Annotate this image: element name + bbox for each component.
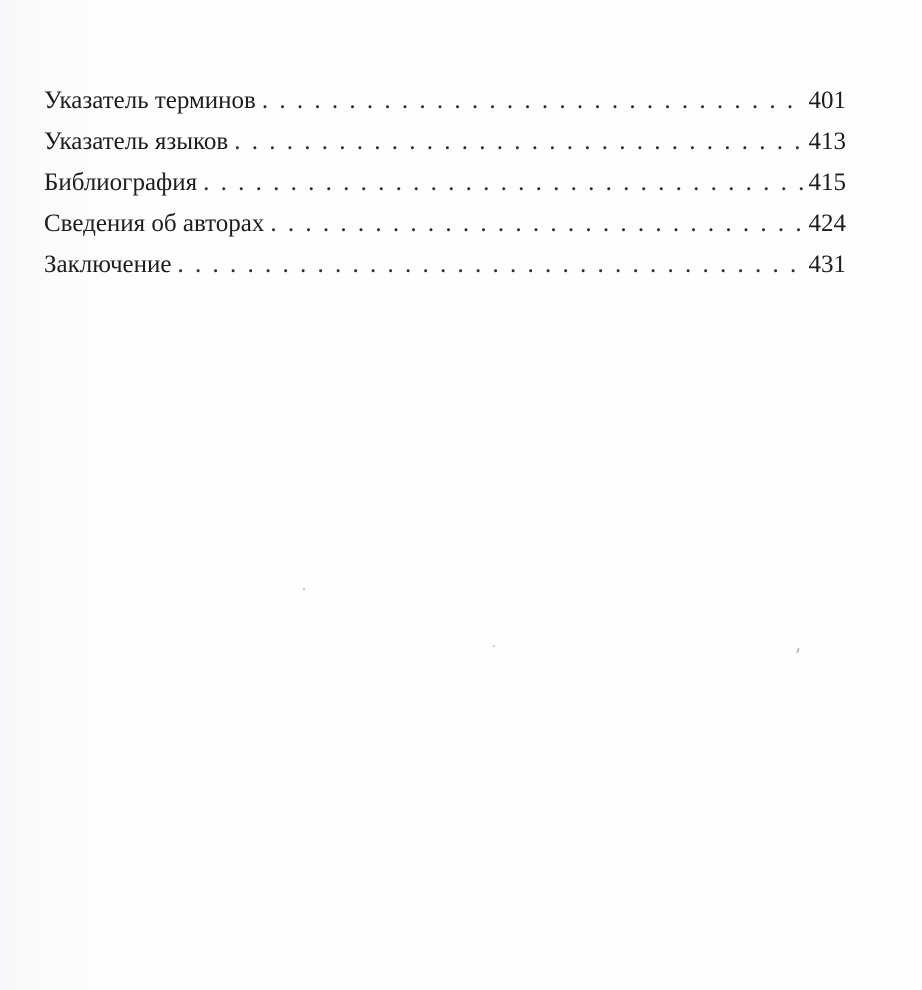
- paper-speck: [303, 588, 305, 590]
- toc-entry-conclusion: [44, 244, 846, 285]
- table-of-contents: [44, 80, 846, 285]
- toc-dot-leader: [234, 121, 804, 162]
- toc-dot-leader: [203, 162, 804, 203]
- toc-entry-term-index: [44, 80, 846, 121]
- paper-speck: [796, 648, 800, 653]
- paper-speck: [493, 645, 495, 647]
- toc-entry-title: Указатель терминов: [44, 87, 256, 114]
- toc-entry-title: Сведения об авторах: [44, 210, 265, 237]
- toc-dot-leader: [262, 80, 805, 121]
- toc-entry-title: Указатель языков: [44, 128, 229, 155]
- toc-entry-page: 431: [808, 251, 846, 278]
- toc-entry-about-authors: [44, 203, 846, 244]
- toc-dot-leader: [270, 203, 804, 244]
- toc-entry-page: 415: [808, 169, 846, 196]
- toc-entry-title: Библиография: [44, 169, 198, 196]
- toc-entry-page: 413: [808, 128, 846, 155]
- toc-entry-language-index: [44, 121, 846, 162]
- toc-dot-leader: [178, 244, 805, 285]
- toc-entry-page: 401: [808, 87, 846, 114]
- toc-entry-bibliography: [44, 162, 846, 203]
- toc-entry-page: 424: [808, 210, 846, 237]
- toc-entry-title: Заключение: [44, 251, 172, 278]
